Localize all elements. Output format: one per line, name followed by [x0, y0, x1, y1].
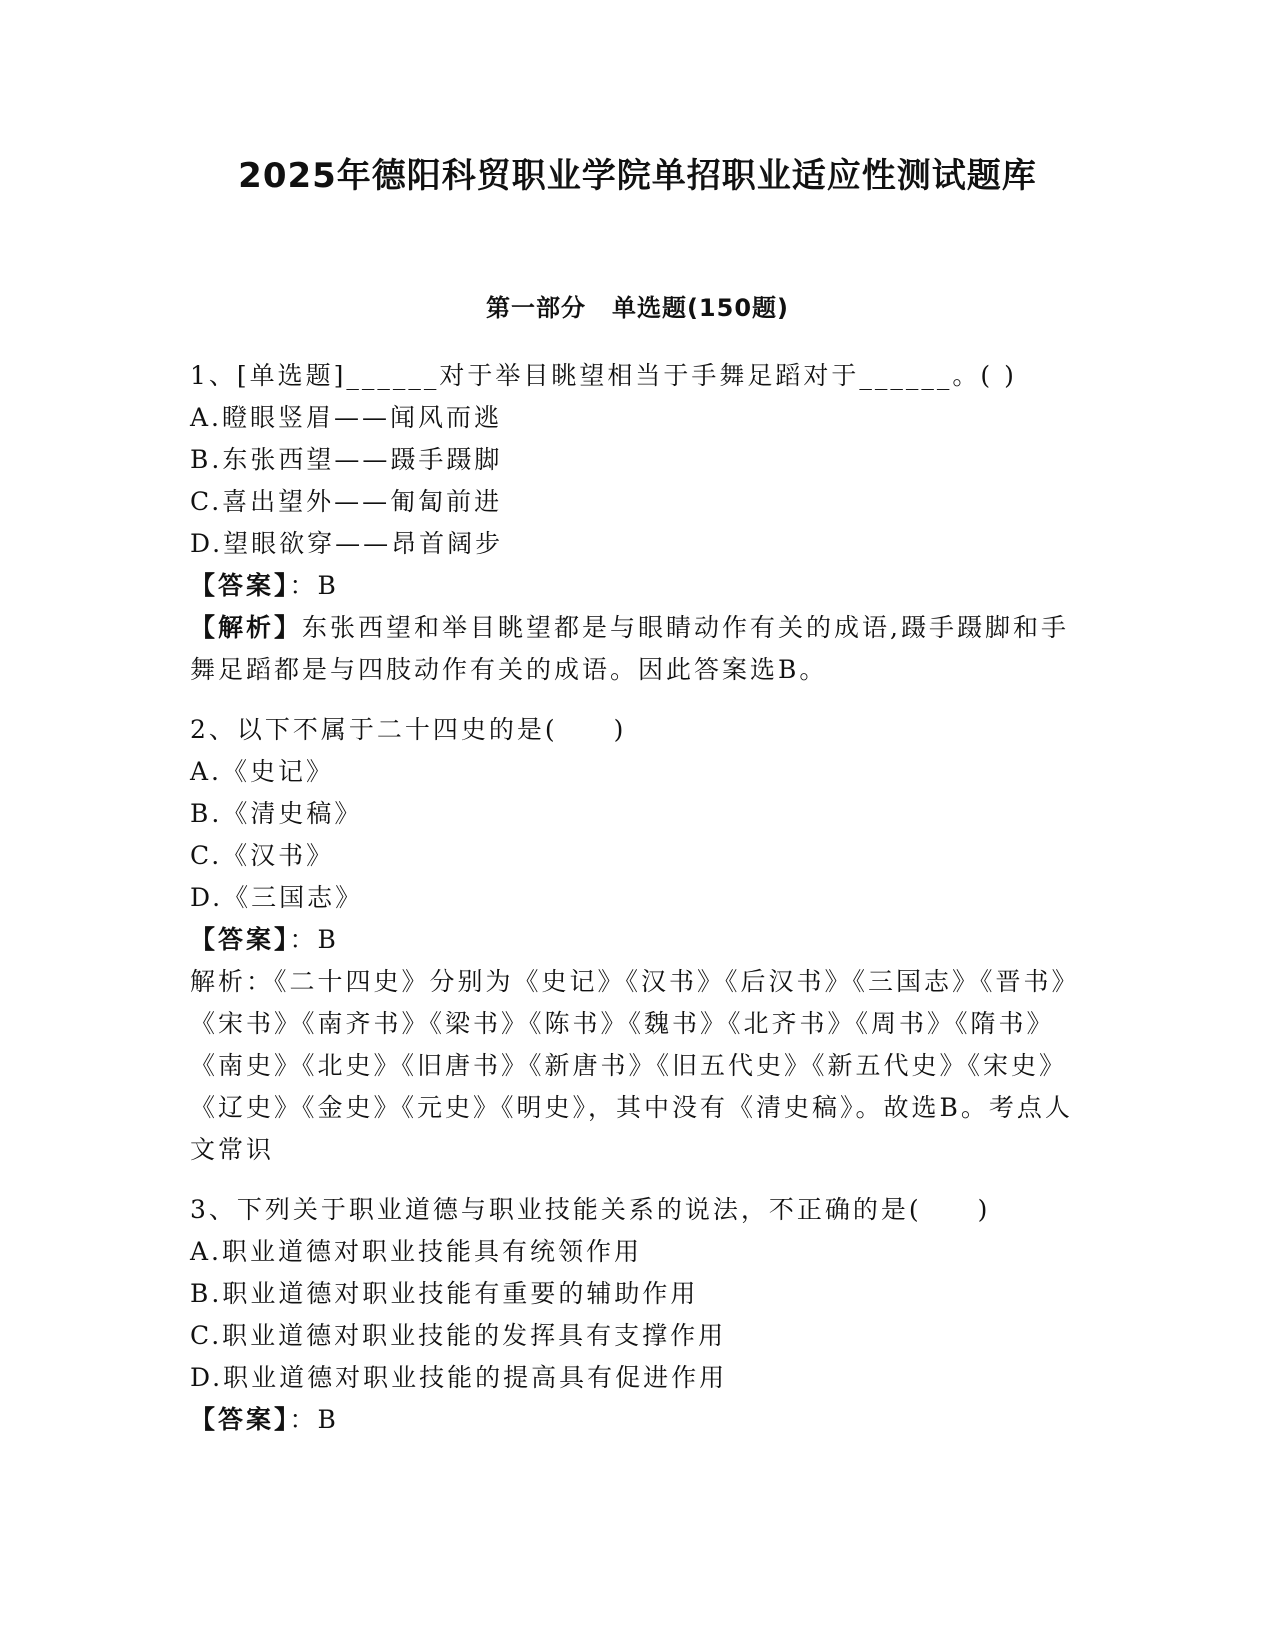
question-2 [190, 709, 1090, 1171]
option-c: C.职业道德对职业技能的发挥具有支撑作用 [190, 1321, 727, 1350]
option-b: B.东张西望——蹑手蹑脚 [190, 445, 503, 474]
answer-line [190, 1399, 1090, 1441]
section-title: 单选题(150题) [611, 294, 790, 322]
question-list [190, 355, 1090, 1459]
option-c: C.《汉书》 [190, 841, 335, 870]
option-a: A.瞪眼竖眉——闻风而逃 [190, 403, 503, 432]
answer-label: 【答案】 [190, 571, 290, 600]
option-d: D.望眼欲穿——昂首阔步 [190, 529, 504, 558]
option-b: B.职业道德对职业技能有重要的辅助作用 [190, 1279, 699, 1308]
question-stem: 2、以下不属于二十四史的是( ) [190, 715, 627, 744]
option-d: D.职业道德对职业技能的提高具有促进作用 [190, 1363, 728, 1392]
answer-line [190, 919, 1090, 961]
option-b: B.《清史稿》 [190, 799, 363, 828]
option-a: A.职业道德对职业技能具有统领作用 [190, 1237, 643, 1266]
answer-value: ：B [289, 1405, 339, 1434]
option-a: A.《史记》 [190, 757, 335, 786]
option-d: D.《三国志》 [190, 883, 364, 912]
analysis [190, 607, 1090, 691]
question-3 [190, 1189, 1090, 1441]
answer-line [190, 565, 1090, 607]
analysis-text: 东张西望和举目眺望都是与眼睛动作有关的成语,蹑手蹑脚和手舞足蹈都是与四肢动作有关的成语。因此答案选B。 [190, 613, 1069, 684]
answer-label: 【答案】 [190, 925, 290, 954]
section-label: 第一部分 [485, 294, 586, 322]
option-c: C.喜出望外——匍匐前进 [190, 487, 503, 516]
question-stem: 3、下列关于职业道德与职业技能关系的说法，不正确的是( ) [190, 1195, 991, 1224]
section-heading [0, 288, 1275, 323]
answer-value: ：B [289, 925, 339, 954]
document-title: 2025年德阳科贸职业学院单招职业适应性测试题库 [238, 156, 1037, 196]
answer-label: 【答案】 [190, 1405, 290, 1434]
analysis-text: 解析：《二十四史》分别为《史记》《汉书》《后汉书》《三国志》《晋书》《宋书》《南齐书》《梁书》《陈书》《魏书》《北齐书》《周书》《隋书》《南史》《北史》《旧唐书》《新唐书》《旧五代史》《新五代史》《宋史》《辽史》《金史》《元史》《明史》，其中没有《清史稿》。故选B。考点人文常识 [190, 967, 1080, 1164]
question-1 [190, 355, 1090, 691]
answer-value: ：B [289, 571, 339, 600]
analysis-label: 【解析】 [190, 613, 303, 642]
question-stem: 1、[单选题]______对于举目眺望相当于手舞足蹈对于______。( ) [190, 361, 1017, 390]
